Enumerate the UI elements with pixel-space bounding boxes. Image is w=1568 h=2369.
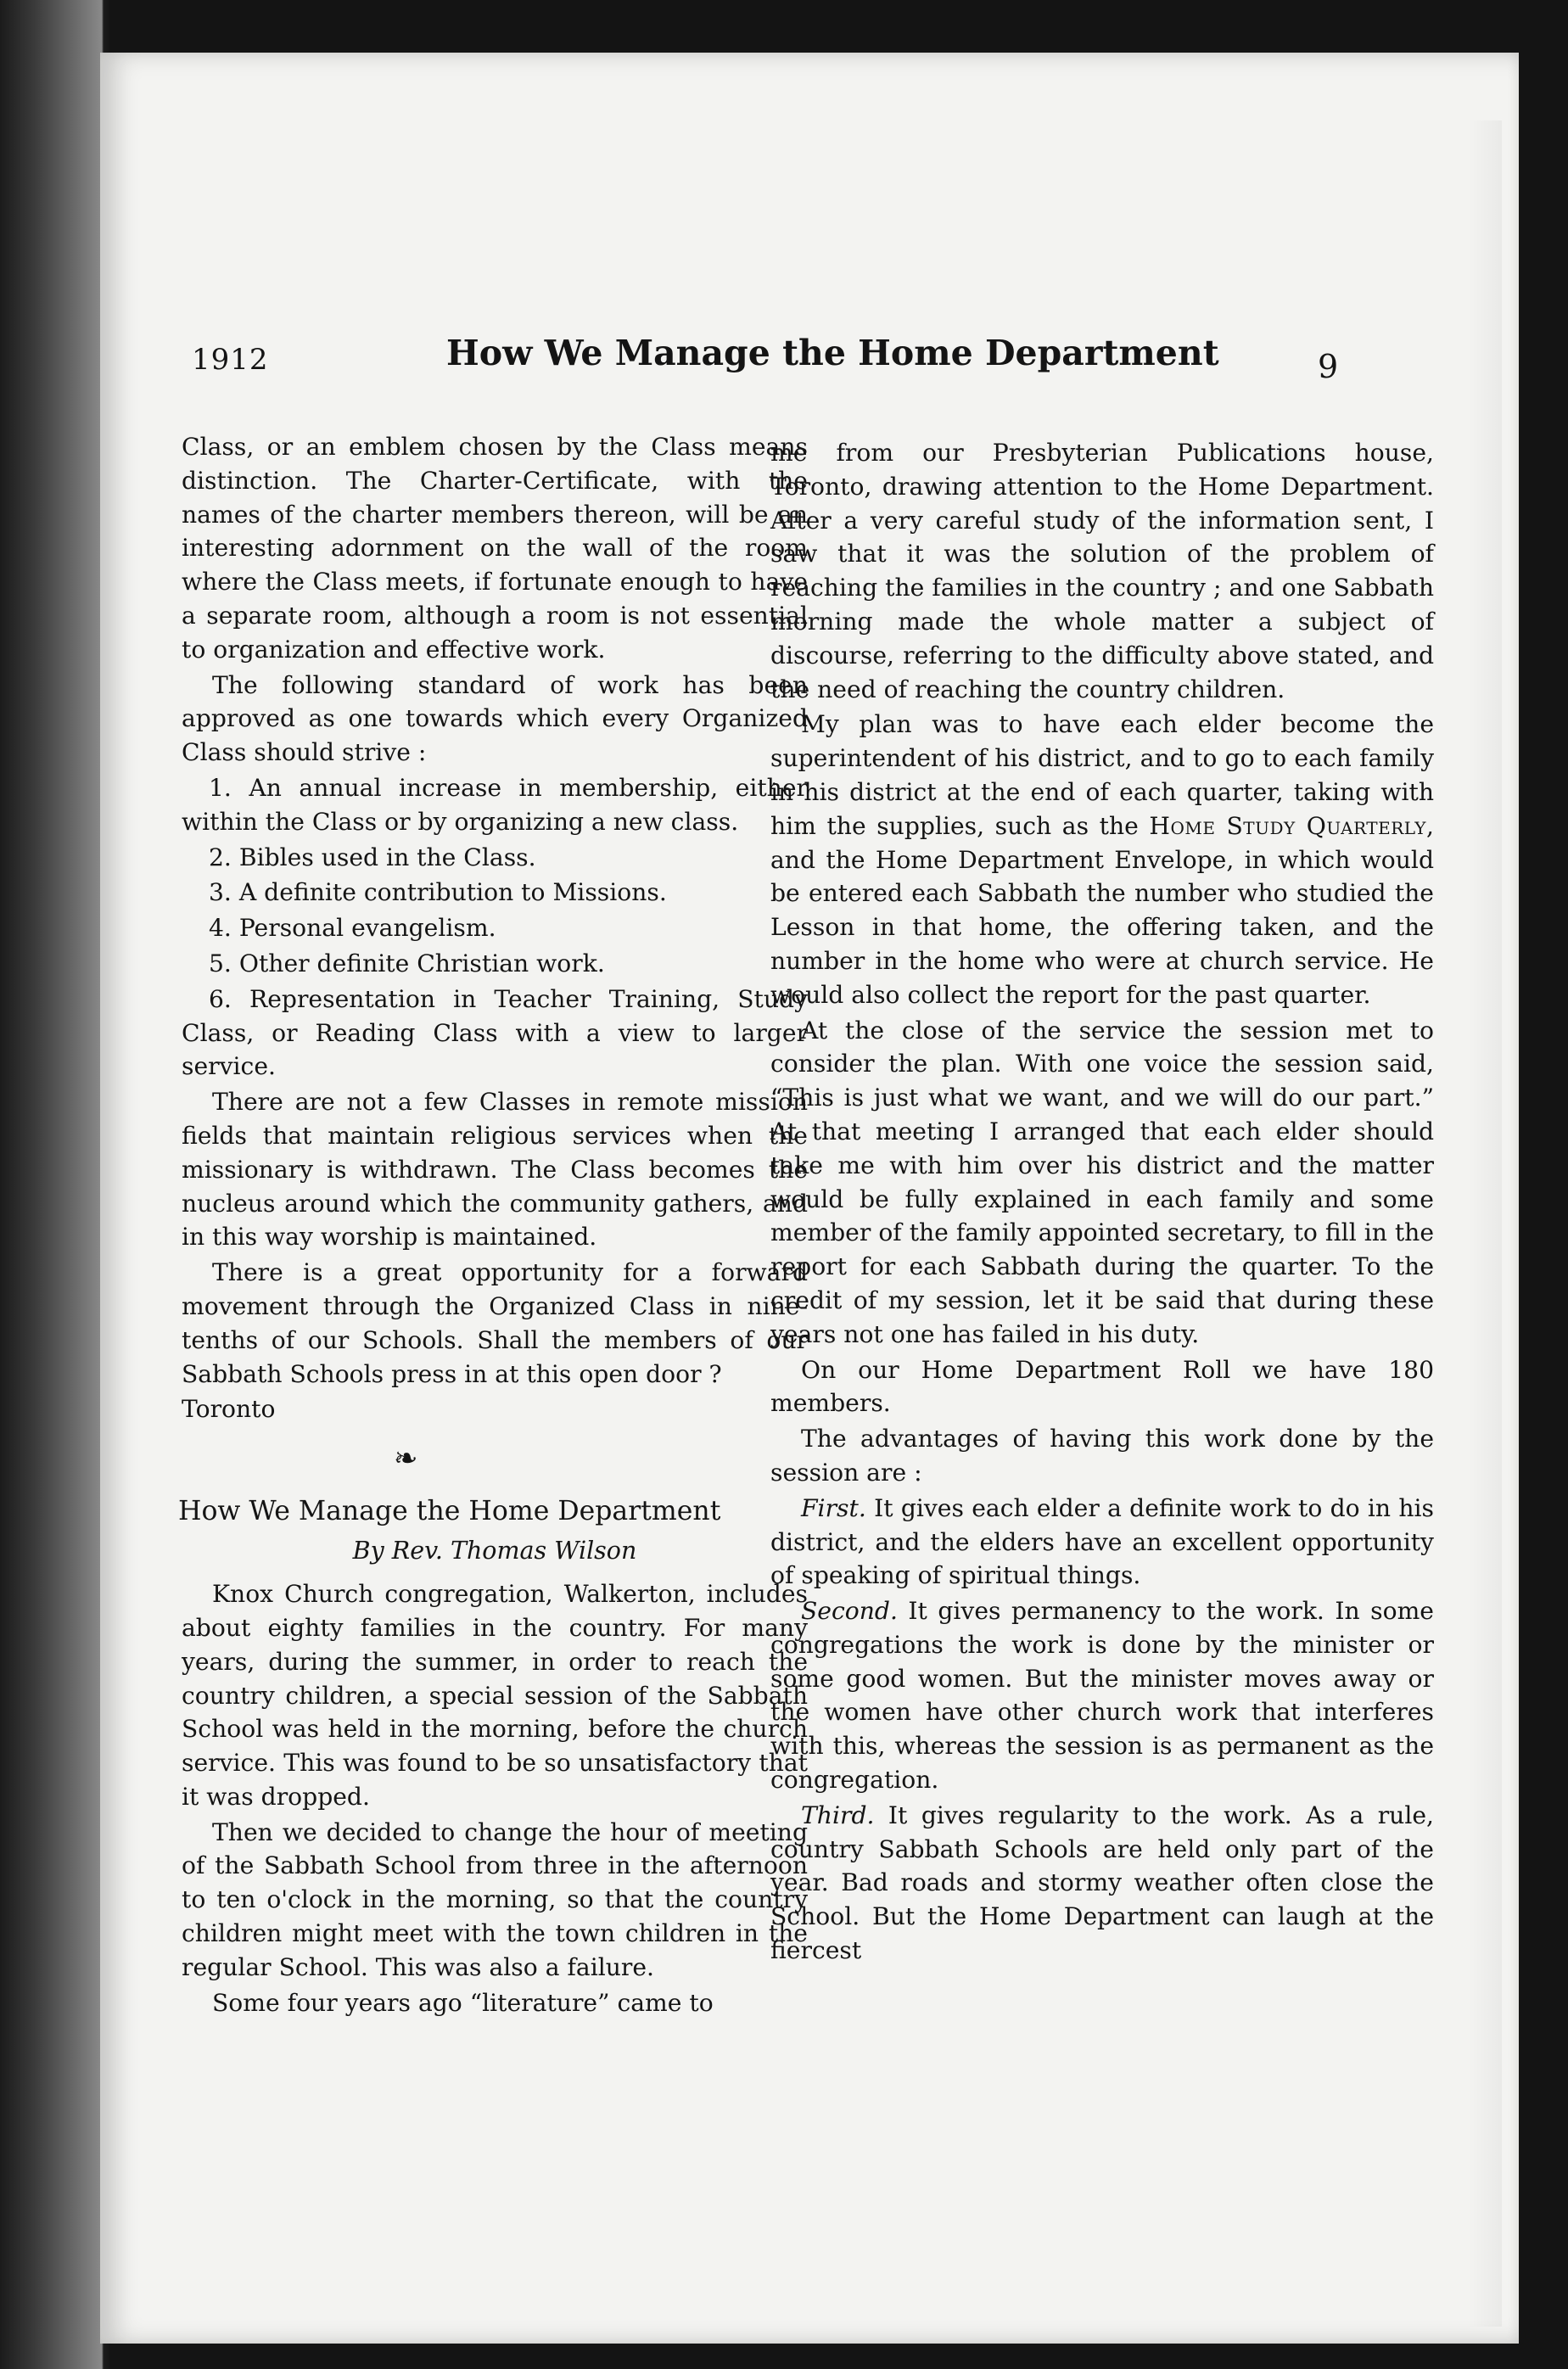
point-label: Third.: [801, 1801, 875, 1829]
paragraph: [770, 708, 1434, 1011]
list-item: 5. Other definite Christian work.: [209, 949, 605, 977]
paragraph: There are not a few Classes in remote mission fields that maintain religious services when the missionary is withdrawn. The Class becomes the nucleus around which the community gathers, and in this way worship is maintained.: [182, 1088, 808, 1252]
point-label: Second.: [801, 1597, 898, 1626]
paragraph: On our Home Department Roll we have 180 members.: [770, 1355, 1434, 1418]
text-run: My plan was to have each elder become the superintendent of his district, and to go to each family in his district at the end of each quarter, taking with him the supplies, such as the: [770, 710, 1434, 840]
paragraph: There is a great opportunity for a forward movement through the Organized Class in nine-tenths of our Schools. Shall the members of our Sabbath Schools press in at this open door ?: [182, 1258, 808, 1388]
paragraph: [770, 1492, 1434, 1593]
header-year: 1912: [192, 343, 269, 377]
running-head: [100, 333, 1519, 400]
paragraph: [770, 1799, 1434, 1968]
list-item: 2. Bibles used in the Class.: [209, 843, 536, 871]
paragraph: At the close of the service the session met to consider the plan. With one voice the session said, “This is just what we want, and we will do our part.” At that meeting I arranged that each elder should take me with him over his district and the matter would be fully explained in each family and some member of the family appointed secretary, to fill in the report for each Sabbath during the quarter. To the credit of my session, let it be said that during these years not one has failed in his duty.: [770, 1016, 1434, 1348]
point-label: First.: [801, 1493, 866, 1522]
paragraph: The advantages of having this work done by the session are :: [770, 1425, 1434, 1487]
list-item: 4. Personal evangelism.: [209, 914, 496, 943]
right-column: [770, 436, 1434, 1969]
left-column: [178, 430, 808, 2021]
page-edge-shadow: [1468, 120, 1502, 2327]
place-signature: Toronto: [182, 1395, 276, 1424]
page-number: 9: [1318, 348, 1339, 385]
text-run: It gives permanency to the work. In some congregations the work is done by the minister or some good women. But the minister moves away or the women have other church work that interferes with this, whereas the session is as permanent as the congregation.: [770, 1597, 1434, 1795]
byline: By Rev. Thomas Wilson: [352, 1537, 637, 1565]
text-run: It gives regularity to the work. As a rule, country Sabbath Schools are held only part of the year. Bad roads and stormy weather often close the School. But the Home Department can laugh at the fiercest: [770, 1801, 1434, 1965]
paragraph: Class, or an emblem chosen by the Class means distinction. The Charter-Certificate, with the names of the charter members thereon, will be an interesting adornment on the wall of the room where the Class meets, if fortunate enough to have a separate room, although a room is not essential to organization and effective work.: [182, 433, 808, 664]
text-run: It gives each elder a definite work to do in his district, and the elders have an excellent opportunity of speaking of spiritual things.: [770, 1493, 1434, 1590]
paragraph: [770, 1594, 1434, 1797]
list-item: 1. An annual increase in membership, either within the Class or by organizing a new class.: [182, 773, 808, 836]
book-page: [100, 53, 1519, 2344]
list-item: 3. A definite contribution to Missions.: [209, 878, 667, 907]
paragraph: Then we decided to change the hour of meeting of the Sabbath School from three in the afternoon to ten o'clock in the morning, so that the country children might meet with the town children in the regular School. This was also a failure.: [182, 1817, 808, 1981]
publication-name: Home Study Quarterly: [1149, 811, 1427, 840]
paragraph: Some four years ago “literature” came to: [212, 1988, 714, 2017]
paragraph: Knox Church congregation, Walkerton, includes about eighty families in the country. For many years, during the summer, in order to reach the country children, a special session of the Sabbath School was held in the morning, before the church service. This was found to be so unsatisfactory that it was dropped.: [182, 1580, 808, 1811]
fleuron-icon: ❧: [394, 1442, 418, 1476]
paragraph: The following standard of work has been approved as one towards which every Organized Class should strive :: [182, 670, 808, 767]
header-title: How We Manage the Home Department: [446, 333, 1219, 373]
text-run: , and the Home Department Envelope, in which would be entered each Sabbath the number who studied the Lesson in that home, the offering taken, and the number in the home who were at church service. He would also collect the report for the past quarter.: [770, 811, 1434, 1009]
article-title: How We Manage the Home Department: [178, 1496, 721, 1527]
paragraph: me from our Presbyterian Publications house, Toronto, drawing attention to the Home Department. After a very careful study of the information sent, I saw that it was the solution of the problem of reaching the families in the country ; and one Sabbath morning made the whole matter a subject of discourse, referring to the difficulty above stated, and the need of reaching the country children.: [770, 439, 1434, 703]
list-item: 6. Representation in Teacher Training, Study Class, or Reading Class with a view to larger service.: [182, 984, 808, 1081]
